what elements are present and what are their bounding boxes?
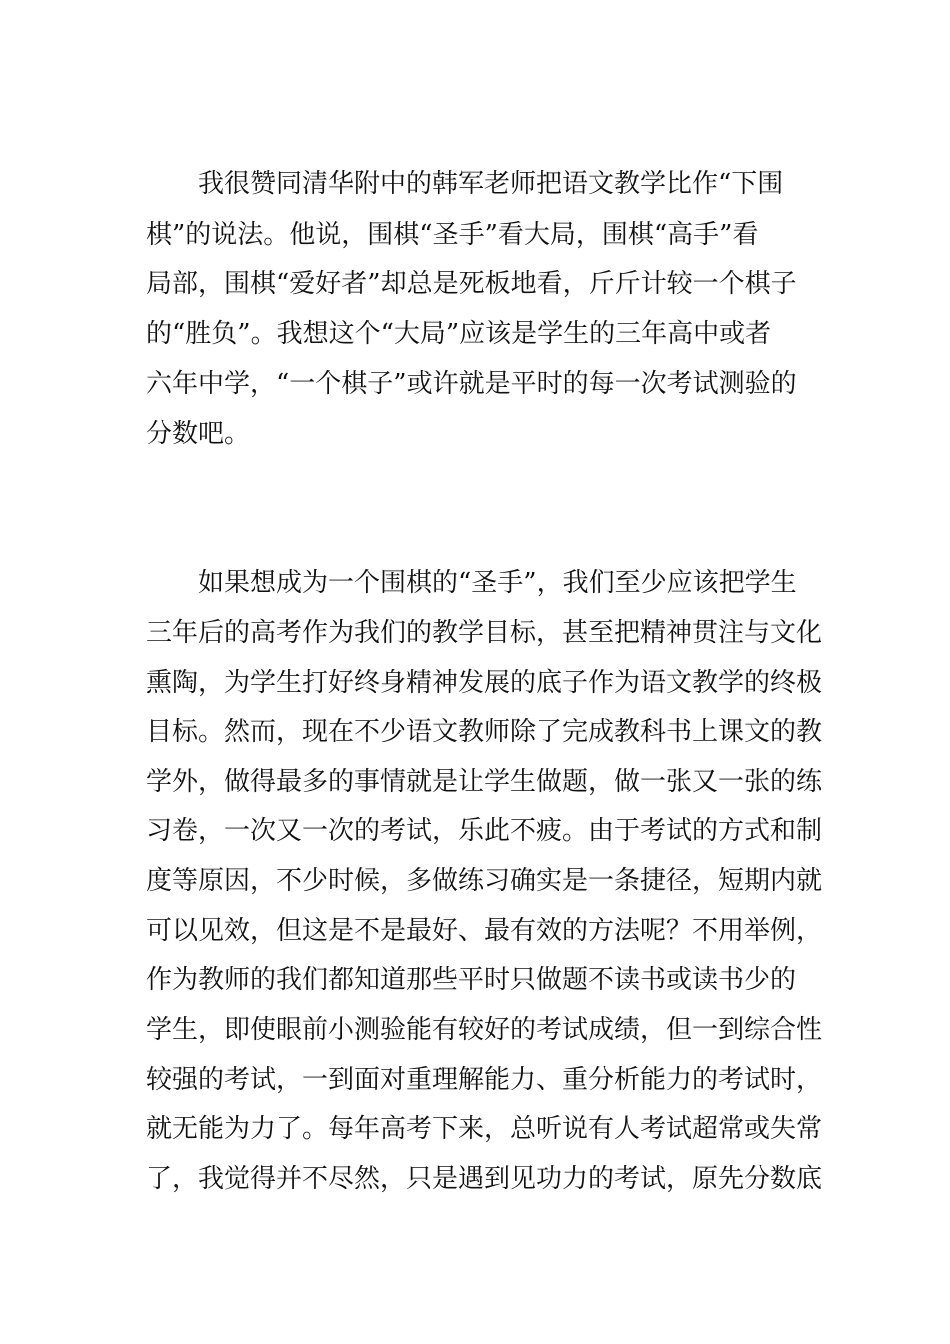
paragraph-2-line-13: 了，我觉得并不尽然，只是遇到见功力的考试，原先分数底	[146, 1164, 823, 1194]
paragraph-1-line-4: 的“胜负”。我想这个“大局”应该是学生的三年高中或者	[146, 319, 772, 349]
paragraph-1-line-2: 棋”的说法。他说，围棋“圣手”看大局，围棋“高手”看	[146, 220, 759, 250]
paragraph-2-line-8: 可以见效，但这是不是最好、最有效的方法呢？不用举例，	[146, 916, 823, 946]
paragraph-2-line-7: 度等原因，不少时候，多做练习确实是一条捷径，短期内就	[146, 866, 823, 896]
paragraph-2-line-1: 如果想成为一个围棋的“圣手”，我们至少应该把学生	[198, 568, 797, 598]
paragraph-2-line-9: 作为教师的我们都知道那些平时只做题不读书或读书少的	[146, 965, 797, 995]
paragraph-2-line-3: 熏陶，为学生打好终身精神发展的底子作为语文教学的终极	[146, 668, 823, 698]
paragraph-2-line-4: 目标。然而，现在不少语文教师除了完成教科书上课文的教	[146, 717, 823, 747]
paragraph-2-line-2: 三年后的高考作为我们的教学目标，甚至把精神贯注与文化	[146, 618, 823, 648]
paragraph-2-line-12: 就无能为力了。每年高考下来，总听说有人考试超常或失常	[146, 1114, 823, 1144]
paragraph-1-line-1: 我很赞同清华附中的韩军老师把语文教学比作“下围	[198, 169, 784, 199]
paragraph-2-line-5: 学外，做得最多的事情就是让学生做题，做一张又一张的练	[146, 767, 823, 797]
paragraph-2-line-11: 较强的考试，一到面对重理解能力、重分析能力的考试时，	[146, 1065, 823, 1095]
paragraph-1-line-3: 局部，围棋“爱好者”却总是死板地看，斤斤计较一个棋子	[146, 269, 797, 299]
paragraph-2-line-10: 学生，即使眼前小测验能有较好的考试成绩，但一到综合性	[146, 1015, 823, 1045]
paragraph-1-line-6: 分数吧。	[146, 419, 251, 449]
paragraph-2-line-6: 习卷，一次又一次的考试，乐此不疲。由于考试的方式和制	[146, 816, 823, 846]
paragraph-1-line-5: 六年中学，“一个棋子”或许就是平时的每一次考试测验的	[146, 369, 797, 399]
